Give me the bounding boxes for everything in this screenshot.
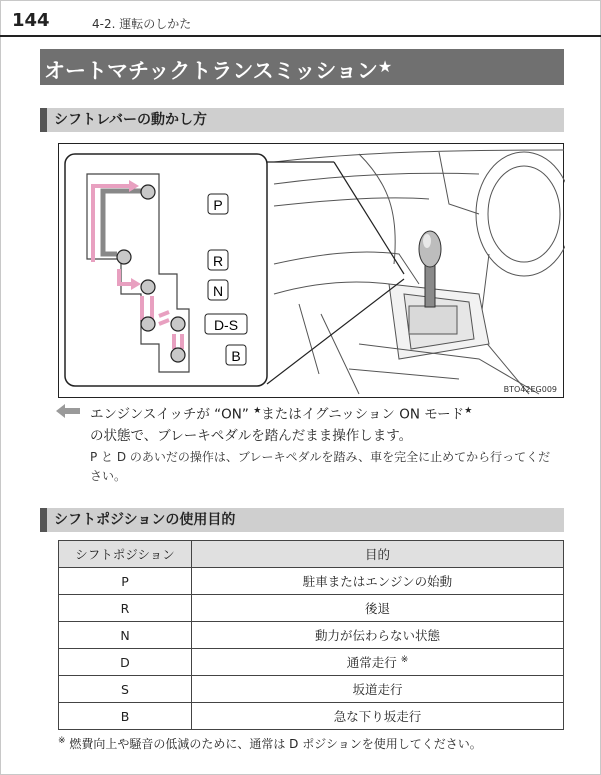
car-interior-drawing — [274, 150, 565, 394]
shift-lever-illustration — [58, 143, 564, 398]
left-arrow-icon — [56, 404, 80, 418]
table-cell-position: P — [59, 568, 192, 595]
section-heading-text: シフトレバーの動かし方 — [54, 112, 208, 128]
position-label-r: R — [212, 253, 224, 269]
note-text-1: エンジンスイッチが “ON” — [90, 406, 254, 423]
table-cell-purpose: 急な下り坂走行 — [192, 703, 564, 730]
table-cell-purpose: 動力が伝わらない状態 — [192, 622, 564, 649]
header-rule — [0, 35, 601, 37]
table-row — [59, 568, 564, 595]
table-cell-position: R — [59, 595, 192, 622]
shift-position-table — [58, 540, 564, 730]
position-label-n: N — [212, 283, 224, 299]
table-header-purpose: 目的 — [192, 541, 564, 568]
section-heading-shift-purpose — [40, 508, 564, 532]
page-number: 144 — [12, 10, 50, 31]
gate-circle-r — [117, 250, 131, 264]
callout-line-bottom — [267, 279, 404, 384]
table-row — [59, 703, 564, 730]
figure-code: BTO42EG009 — [503, 385, 557, 394]
table-cell-position: S — [59, 676, 192, 703]
section-heading-shift-operation — [40, 108, 564, 132]
main-title — [40, 49, 564, 85]
star-mark: ★ — [377, 57, 393, 76]
shift-illustration-svg — [59, 144, 565, 399]
purpose-text: 通常走行 — [346, 655, 401, 670]
position-label-ds: D-S — [213, 317, 239, 333]
note-text-2: の状態で、ブレーキペダルを踏んだまま操作します。 — [90, 427, 413, 444]
gate-circle-d — [141, 317, 155, 331]
note-star-1: ★ — [253, 406, 262, 416]
position-label-b: B — [231, 348, 241, 364]
gate-circle-b — [171, 348, 185, 362]
footnote-mark: ※ — [58, 736, 66, 746]
gate-circle-p — [141, 185, 155, 199]
gate-circle-n — [141, 280, 155, 294]
main-title-text: オートマチックトランスミッション — [44, 59, 378, 83]
table-cell-position: D — [59, 649, 192, 676]
table-row — [59, 622, 564, 649]
table-cell-position: B — [59, 703, 192, 730]
section-heading-text: シフトポジションの使用目的 — [54, 512, 236, 528]
footnote — [58, 735, 482, 752]
table-cell-purpose: 後退 — [192, 595, 564, 622]
table-cell-purpose: 駐車またはエンジンの始動 — [192, 568, 564, 595]
footnote-ref-mark: ※ — [400, 654, 409, 665]
table-cell-position: N — [59, 622, 192, 649]
table-row — [59, 595, 564, 622]
operation-note — [90, 401, 560, 447]
table-header-position: シフトポジション — [59, 541, 192, 568]
running-header: 4-2. 運転のしかた — [92, 17, 192, 31]
table-cell-purpose: 坂道走行 — [192, 676, 564, 703]
table-row — [59, 676, 564, 703]
note-text-1b: またはイグニッション ON モード — [261, 406, 465, 423]
table-header-row — [59, 541, 564, 568]
note-star-2: ★ — [464, 406, 473, 416]
gate-circle-s — [171, 317, 185, 331]
position-label-p: P — [213, 197, 223, 213]
table-cell-purpose — [192, 649, 564, 676]
table-row — [59, 649, 564, 676]
footnote-text: 燃費向上や騒音の低減のために、通常は D ポジションを使用してください。 — [65, 737, 482, 751]
operation-subnote: P と D のあいだの操作は、ブレーキペダルを踏み、車を完全に止めてから行ってください。 — [90, 450, 551, 483]
